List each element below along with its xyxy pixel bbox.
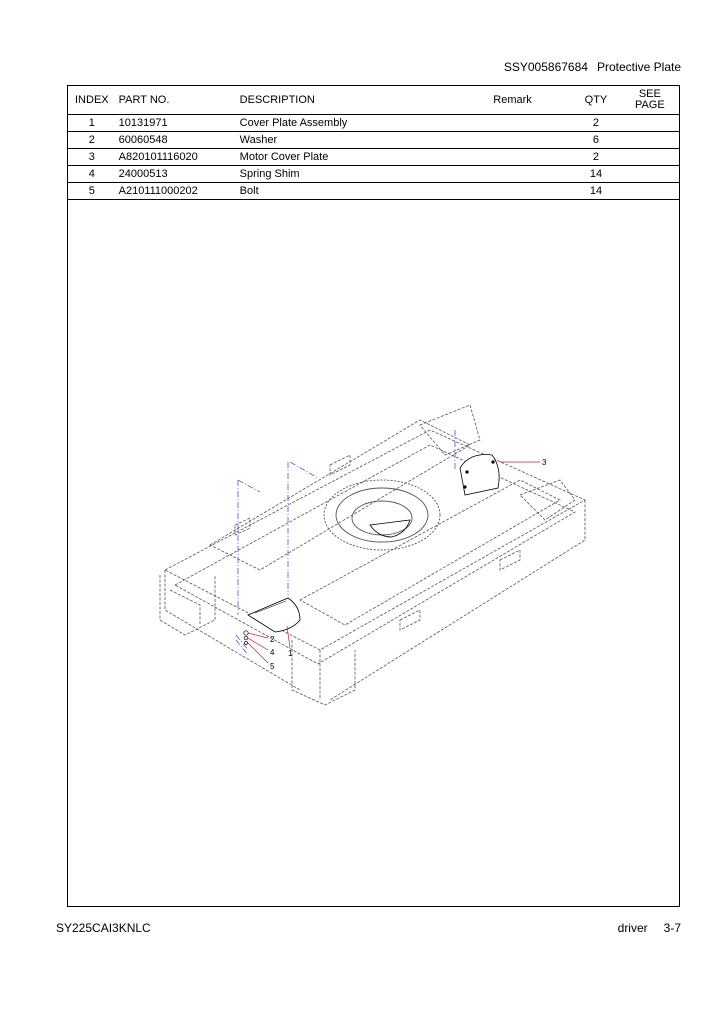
col-qty: QTY [571,86,620,115]
cell-description: Cover Plate Assembly [237,115,494,132]
cell-part-no: 10131971 [116,115,237,132]
cover-plate-assembly [248,520,410,632]
cell-index: 2 [68,132,116,149]
col-index: INDEX [68,86,116,115]
slewing-ring [324,480,440,550]
callout-4: 4 [270,648,275,657]
cell-description: Motor Cover Plate [237,149,494,166]
cell-index: 3 [68,149,116,166]
callout-2: 2 [270,635,275,644]
footer-section: driver [617,921,648,935]
footer-page-info [618,921,681,935]
callout-leaders [248,462,540,663]
col-see-page-line1: SEE [638,88,661,100]
document-code: SSY005867684 [503,60,588,74]
cell-part-no: A820101116020 [116,149,237,166]
cell-part-no: A210111000202 [116,183,237,200]
col-see-page-line2: PAGE [634,99,665,111]
cell-qty: 2 [571,149,620,166]
callout-3: 3 [542,458,547,467]
callout-5: 5 [270,662,275,671]
footer-page-number: 3-7 [663,921,681,935]
cell-index: 1 [68,115,116,132]
undercarriage-frame [160,405,585,705]
cell-part-no: 60060548 [116,132,237,149]
cell-index: 5 [68,183,116,200]
cell-qty: 2 [571,115,620,132]
col-description: DESCRIPTION [237,86,494,115]
callout-labels [270,458,547,671]
col-part-no: PART NO. [116,86,237,115]
cell-qty: 14 [571,166,620,183]
hardware-stack [244,631,248,645]
cell-index: 4 [68,166,116,183]
cell-description: Spring Shim [237,166,494,183]
cell-description: Washer [237,132,494,149]
col-remark: Remark [493,86,571,115]
cell-qty: 14 [571,183,620,200]
cell-part-no: 24000513 [116,166,237,183]
motor-cover-plate [460,455,499,495]
footer-model: SY225CAI3KNLC [56,921,151,935]
cell-description: Bolt [237,183,494,200]
document-title: Protective Plate [596,60,681,74]
callout-1: 1 [288,649,293,658]
cell-qty: 6 [571,132,620,149]
